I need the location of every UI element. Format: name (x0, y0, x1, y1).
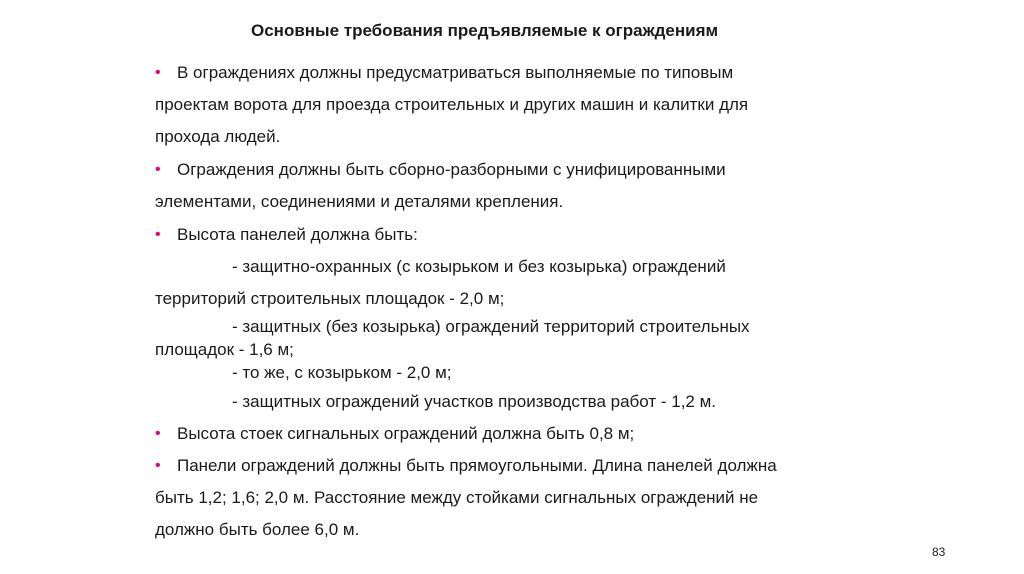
text-line: В ограждениях должны предусматриваться выполняемые по типовым (177, 63, 734, 82)
sub-item-line: - защитных ограждений участков производства работ - 1,2 м. (232, 392, 717, 411)
bullet-icon: • (155, 457, 161, 474)
sub-item-line: площадок - 1,6 м; (155, 340, 294, 359)
sub-item-line: территорий строительных площадок - 2,0 м; (155, 289, 505, 308)
slide-title: Основные требования предъявляемые к ограждениям (251, 21, 719, 40)
sub-item-line: - то же, с козырьком - 2,0 м; (232, 363, 452, 382)
bullet-icon: • (155, 226, 161, 243)
bullet-icon: • (155, 425, 161, 442)
bullet-icon: • (155, 64, 161, 81)
text-line: прохода людей. (155, 127, 281, 146)
sub-item-line: - защитно-охранных (с козырьком и без козырька) ограждений (232, 257, 726, 276)
text-line: элементами, соединениями и деталями крепления. (155, 192, 564, 211)
bullet-icon: • (155, 161, 161, 178)
text-line: проектам ворота для проезда строительных и других машин и калитки для (155, 95, 749, 114)
page-number: 83 (932, 545, 946, 559)
text-line: Высота стоек сигнальных ограждений должна быть 0,8 м; (177, 424, 635, 443)
text-line: должно быть более 6,0 м. (155, 520, 360, 539)
text-line: Высота панелей должна быть: (177, 225, 418, 244)
sub-item-line: - защитных (без козырька) ограждений территорий строительных (232, 317, 750, 336)
text-line: Панели ограждений должны быть прямоугольными. Длина панелей должна (177, 456, 777, 475)
text-line: Ограждения должны быть сборно-разборными с унифицированными (177, 160, 726, 179)
text-line: быть 1,2; 1,6; 2,0 м. Расстояние между стойками сигнальных ограждений не (155, 488, 759, 507)
